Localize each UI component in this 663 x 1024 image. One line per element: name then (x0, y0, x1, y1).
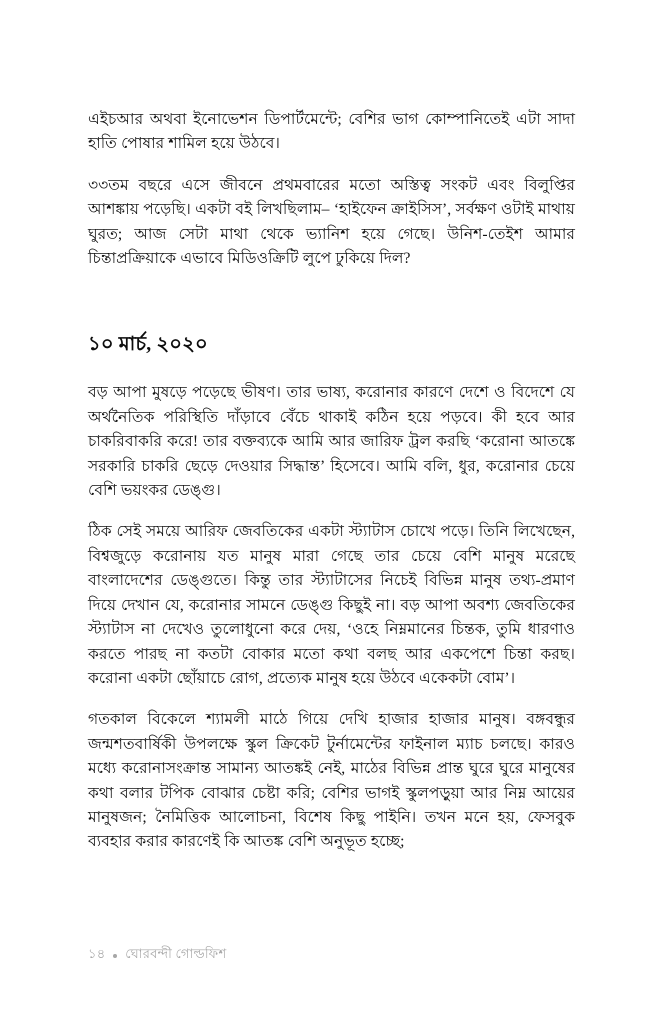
page-text-block (88, 108, 575, 855)
page-footer (88, 945, 226, 964)
heading-bottom-spacer (88, 358, 575, 381)
body-paragraph: ৩৩তম বছরে এসে জীবনে প্রথমবারের মতো অস্তিত্ব সংকট এবং বিলুপ্তির আশঙ্কায় পড়েছি। একটা বই লিখছিলাম– ‘হাইফেন ক্রাইসিস’, সর্বক্ষণ ওটাই মাথায় ঘুরত; আজ সেটা মাথা থেকে ভ্যানিশ হয়ে গেছে। উনিশ-তেইশ আমার চিন্তাপ্রক্রিয়াকে এভাবে মিডিওক্রিটি লুপে ঢুকিয়ে দিল? (88, 176, 575, 268)
body-paragraph: গতকাল বিকেলে শ্যামলী মাঠে গিয়ে দেখি হাজার হাজার মানুষ। বঙ্গবন্ধুর জন্মশতবার্ষিকী উপলক্ষে স্কুল ক্রিকেট টুর্নামেন্টের ফাইনাল ম্যাচ চলছে। কারও মধ্যে করোনাসংক্রান্ত সামান্য আতঙ্কই নেই, মাঠের বিভিন্ন প্রান্ত ঘুরে ঘুরে মানুষের কথা বলার টপিক বোঝার চেষ্টা করি; বেশির ভাগই স্কুলপড়ুয়া আর নিম্ন আয়ের মানুষজন; নৈমিত্তিক আলোচনা, বিশেষ কিছু পাইনি। তখন মনে হয়, ফেসবুক ব্যবহার করার কারণেই কি আতঙ্ক বেশি অনুভূত হচ্ছে; (88, 711, 575, 851)
book-title: ঘোরবন্দী গোল্ডফিশ (125, 946, 227, 962)
date-heading: ১০ মার্চ, ২০২০ (88, 334, 208, 356)
body-paragraph: ঠিক সেই সময়ে আরিফ জেবতিকের একটা স্ট্যাটাস চোখে পড়ে। তিনি লিখেছেন, বিশ্বজুড়ে করোনায় যত মানুষ মারা গেছে তার চেয়ে বেশি মানুষ মরেছে বাংলাদেশের ডেঙ্গুতে। কিন্তু তার স্ট্যাটাসের নিচেই বিভিন্ন মানুষ তথ্য-প্রমাণ দিয়ে দেখান যে, করোনার সামনে ডেঙ্গু কিছুই না। বড় আপা অবশ্য জেবতিকের স্ট্যাটাস না দেখেও তুলোধুনো করে দেয়, ‘ওহে নিম্নমানের চিন্তক, তুমি ধারণাও করতে পারছ না কতটা বোকার মতো কথা বলছ আর একপেশে চিন্তা করছ। করোনা একটা ছোঁয়াচে রোগ, প্রত্যেক মানুষ হয়ে উঠবে একেকটা বোম’। (88, 523, 575, 687)
page-number: ১৪ (88, 946, 106, 962)
body-paragraph: এইচআর অথবা ইনোভেশন ডিপার্টমেন্টে; বেশির ভাগ কোম্পানিতেই এটা সাদা হাতি পোষার শামিল হয়ে উঠবে। (88, 111, 575, 153)
body-paragraph: বড় আপা মুষড়ে পড়েছে ভীষণ। তার ভাষ্য, করোনার কারণে দেশে ও বিদেশে যে অর্থনৈতিক পরিস্থিতি দাঁড়াবে বেঁচে থাকাই কঠিন হয়ে পড়বে। কী হবে আর চাকরিবাকরি করে! তার বক্তব্যকে আমি আর জারিফ ট্রল করছি ‘করোনা আতঙ্কে সরকারি চাকরি ছেড়ে দেওয়ার সিদ্ধান্ত’ হিসেবে। আমি বলি, ধুর, করোনার চেয়ে বেশি ভয়ংকর ডেঙ্গু। (88, 384, 575, 500)
bullet-separator-icon (113, 946, 117, 964)
heading-top-spacer (88, 288, 575, 332)
